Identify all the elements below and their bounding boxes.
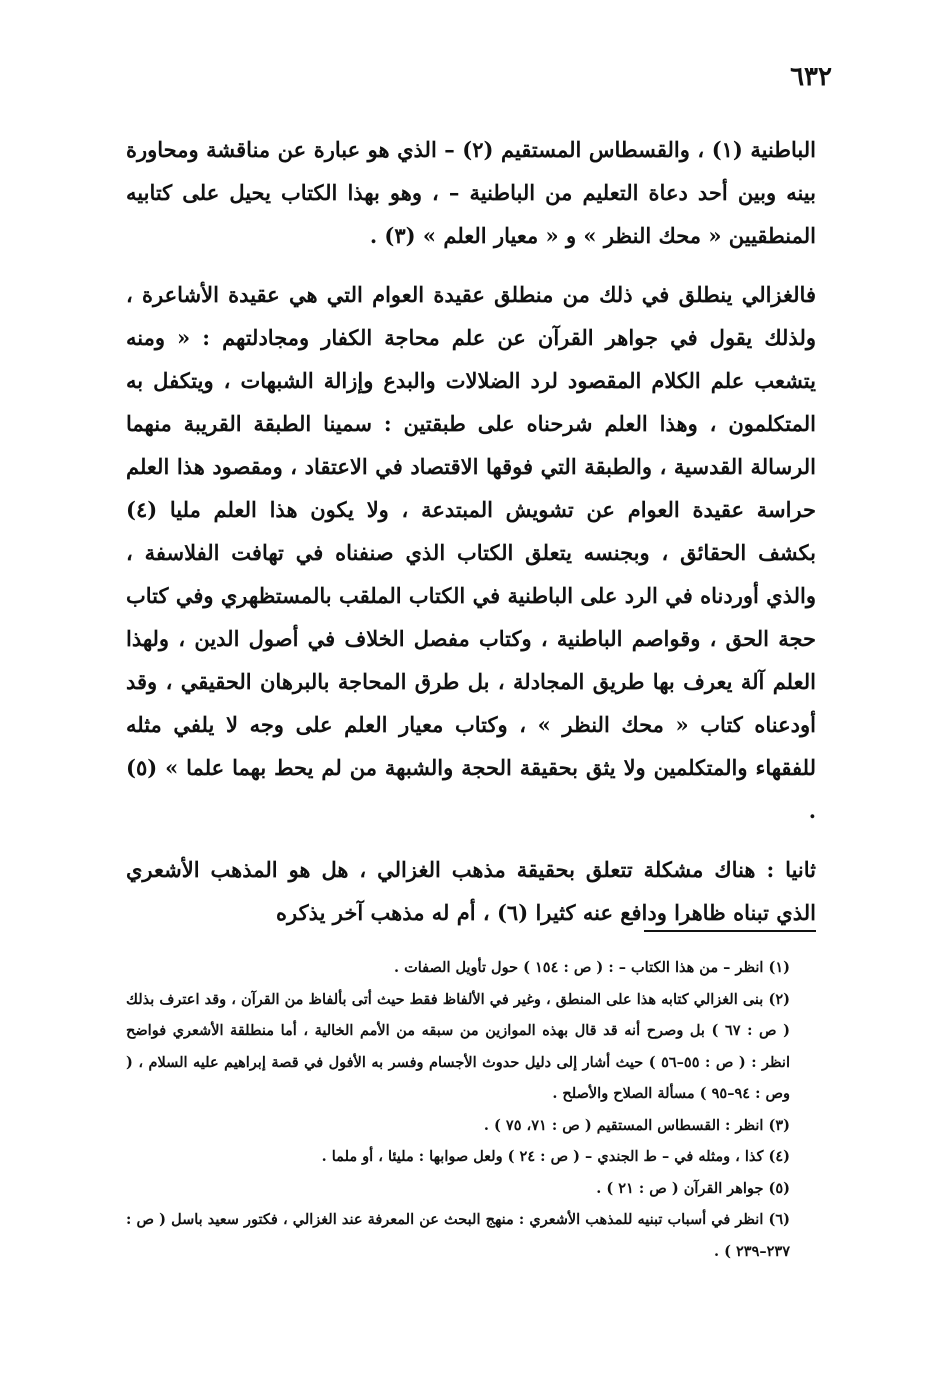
footnote-1: (١) انظر – من هذا الكتاب – : ( ص : ١٥٤ ) حول تأويل الصفات . [393,959,790,976]
paragraph-3-text: هناك مشكلة تتعلق بحقيقة مذهب الغزالي ، هل هو المذهب الأشعري الذي تبناه ظاهرا ودافع عنه كثيرا (٦) ، أم له مذهب آخر يذكره [126,857,816,925]
paragraph-3 [126,848,816,934]
paragraph-2-text: فالغزالي ينطلق في ذلك من منطلق عقيدة العوام التي هي عقيدة الأشاعرة ، ولذلك يقول في جواهر القرآن عن علم محاجة الكفار ومجادلتهم : « ومنه يتشعب علم الكلام المقصود لرد الضلالات والبدع وإزالة الشبهات ، ويتكفل به المتكلمون ، وهذا العلم شرحناه على طبقتين : سمينا الطبقة القريبة منهما الرسالة القدسية ، والطبقة التي فوقها الاقتصاد في الاعتقاد ، ومقصود هذا العلم حراسة عقيدة العوام عن تشويش المبتدعة ، ولا يكون هذا العلم مليا (٤) بكشف الحقائق ، وبجنسه يتعلق الكتاب الذي صنفناه في تهافت الفلاسفة ، والذي أوردناه في الرد على الباطنية في الكتاب الملقب بالمستظهري وفي كتاب حجة الحق ، وقواصم الباطنية ، وكتاب مفصل الخلاف في أصول الدين ، ولهذا العلم آلة يعرف بها طريق المجادلة ، بل طرق المحاجة بالبرهان الحقيقي ، وقد أودعناه كتاب « محك النظر » ، وكتاب معيار العلم على وجه لا يلفي مثله للفقهاء والمتكلمين ولا يثق بحقيقة الحجة والشبهة من لم يحط بهما علما » (٥) . [126,282,816,823]
paragraph-1 [126,128,816,257]
paragraph-1-text: الباطنية (١) ، والقسطاس المستقيم (٢) – الذي هو عبارة عن مناقشة ومحاورة بينه وبين أحد دعاة التعليم من الباطنية – ، وهو بهذا الكتاب يحيل على كتابيه المنطقيين « محك النظر » و « معيار العلم » (٣) . [126,137,816,248]
footnote-2: (٢) بنى الغزالي كتابه هذا على المنطق ، وغير في الألفاظ فقط حيث أتى بألفاظ من القرآن ، وقد اعترف بذلك ( ص : ٦٧ ) بل وصرح أنه قد قال بهذه الموازين من سبقه من الأمم الخالية ، أما منطلقة الأشعري فواضح انظر : ( ص : ٥٥–٥٦ ) حيث أشار إلى دليل حدوث الأجسام وفسر به الأفول في قصة إبراهيم عليه السلام ، ( وص : ٩٤–٩٥ ) مسألة الصلاح والأصلح . [126,990,791,1102]
footnote-4: (٤) كذا ، ومثله في – ط الجندي – ( ص : ٢٤ ) ولعل صوابها : مليئا ، أو ملما . [321,1148,790,1165]
footnotes [126,952,816,1267]
paragraph-3-lead: ثانيا : [766,857,817,882]
footnote-6: (٦) انظر في أسباب تبنيه للمذهب الأشعري : منهج البحث عن المعرفة عند الغزالي ، فكتور سعيد باسل ( ص : ٢٣٧–٢٣٩ ) . [126,1211,790,1260]
page-number: ٦٣٢ [790,62,832,92]
footnote-5: (٥) جواهر القرآن ( ص : ٢١ ) . [596,1179,790,1197]
footnote-3: (٣) انظر : القسطاس المستقيم ( ص : ٧١، ٧٥ ) . [483,1116,790,1134]
main-text [126,128,816,950]
footnote-separator [644,930,816,932]
paragraph-2 [126,273,816,832]
